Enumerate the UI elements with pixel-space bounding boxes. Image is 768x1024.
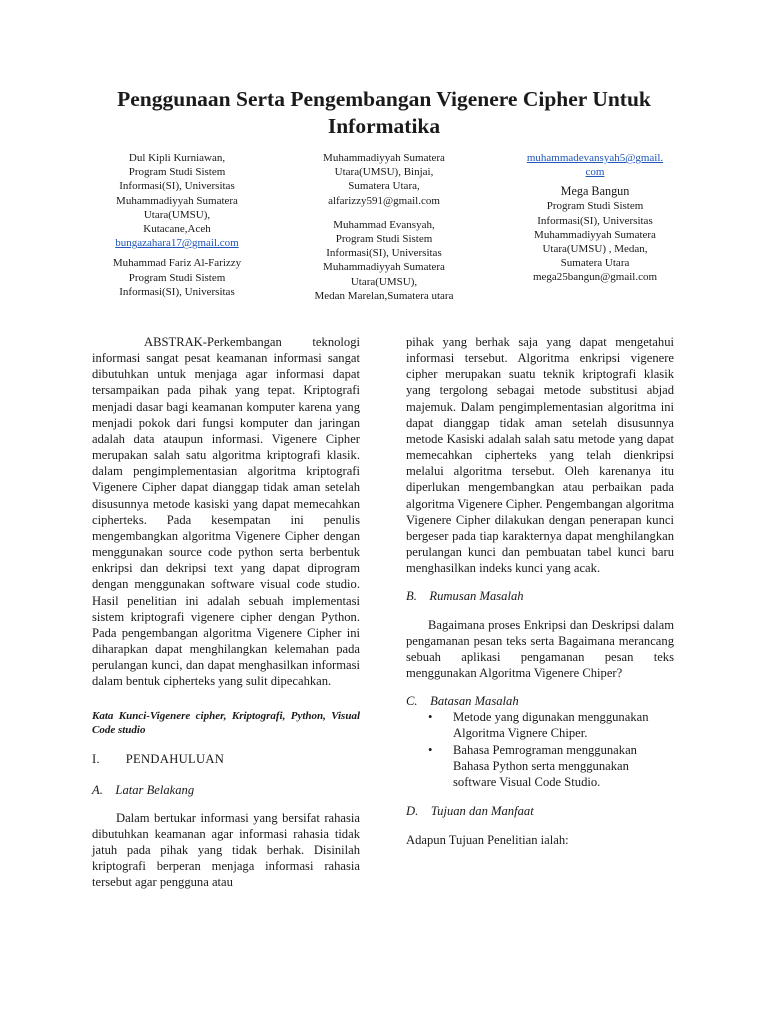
author-line: Program Studi Sistem [546,200,644,213]
subheading-tujuan-manfaat: D. Tujuan dan Manfaat [406,804,534,819]
author-line: Informasi(SI), Universitas [326,247,442,260]
left-column [92,334,360,891]
author-line: Program Studi Sistem [128,271,226,284]
author-email-link-cont[interactable]: com [585,166,605,179]
paper-title: Penggunaan Serta Pengembangan Vigenere Cipher Untuk Informatika [117,87,651,138]
author-email-link[interactable]: muhammadevansyah5@gmail. [526,152,664,164]
author-name: Mega Bangun [560,184,630,199]
latar-belakang-continued: pihak yang berhak saja yang dapat mengetahui informasi tersebut. Algoritma enkripsi vigenere cipher merupakan suatu teknik kriptografi klasik yang tergolong sebagai metode substitusi abjad majemuk. Dalam pengimplementasian algoritma ini dapat dianggap tidak aman setelah disusunnya metode Kasiski adalah salah satu metode yang dapat memecahkan cipherteks yang telah dienkripsi melalui algoritma tersebut. Oleh karenanya itu diperlukan mengembangkan atau perbaikan pada algoritma Vigenere Cipher. Pengembangan algoritma Vigenere Cipher dilakukan dengan penerapan kunci bergeser pada tiap karakternya dapat menghilangkan perulangan kunci dan pembuatan tabel kunci baru menghasilkan indeks kunci yang acak. [406,335,674,576]
author-line: Program Studi Sistem [128,166,226,179]
author-line: Muhammadiyyah Sumatera [323,152,445,164]
author-line: Program Studi Sistem [335,233,433,246]
author-block-2 [290,151,478,303]
author-line: Informasi(SI), Universitas [119,180,235,193]
author-line: Muhammadiyyah Sumatera [323,261,445,274]
author-line: Informasi(SI), Universitas [537,214,653,227]
author-line: Medan Marelan,Sumatera utara [314,289,454,302]
right-column [406,334,674,848]
tujuan-paragraph: Adapun Tujuan Penelitian ialah: [406,833,569,848]
section-heading-pendahuluan: I. PENDAHULUAN [92,752,225,767]
author-line: Dul Kipli Kurniawan, [128,152,226,164]
author-line: Muhammad Evansyah, [333,218,435,231]
list-item: • Bahasa Pemrograman menggunakan Bahasa Python serta menggunakan software Visual Code Studio. [428,742,637,789]
author-line: Muhammadiyyah Sumatera [534,228,656,241]
author-line: Sumatera Utara [560,257,630,270]
author-email-link[interactable]: bungazahara17@gmail.com [115,237,239,250]
author-line: Kutacane,Aceh [143,223,211,236]
author-block-1 [82,151,272,299]
subheading-latar-belakang: A. Latar Belakang [92,782,195,797]
author-line: Utara(UMSU), [143,208,211,221]
bullet-icon: • [428,710,433,725]
author-line: Utara(UMSU), Binjai, [334,166,434,179]
author-line: Informasi(SI), Universitas [119,285,235,298]
list-item: • Metode yang digunakan menggunakan Algoritma Vignere Chiper. [428,710,649,741]
rumusan-paragraph: Bagaimana proses Enkripsi dan Deskripsi dalam pengamanan pesan teks serta Bagaimana merancang sebuah aplikasi pengamanan pesan teks menggunakan Algoritma Vigenere Chiper? [406,617,674,680]
abstract-paragraph: ABSTRAK-Perkembangan teknologi informasi sangat pesat keamanan informasi sangat dibutuhkan untuk menjaga agar informasi dapat tersampaikan pada pihak yang tepat. Kriptografi menjadi dasar bagi keamanan komputer karena yang menjadi pokok dari fungsi komputer dan jaringan adalah data ataupun informasi. Vigenere Cipher merupakan salah satu algoritma kriptografi klasik. dalam pengimplementasian algoritma kriptografi Vigenere Cipher dapat dianggap tidak aman setelah disusunnya metode kasiski yang dapat memecahkan cipherteks. Pada kesempatan ini penulis mengembangkan algoritma Vigenere Cipher dengan menggunakan source code python serta berbentuk enkripsi dan dekripsi text yang dapat diprogram dengan menggunakan software visual code studio. Hasil penelitian ini adalah sebuah implementasi sistem kriptografi vigenere cipher dengan Python. Pada pengembangan algoritma Vigenere Cipher ini diharapkan dapat menghilangkan kelemahan pada perulangan kunci, dan dapat menghasilkan informasi dalam bentuk cipherteks yang sulit dipecahkan. [92,335,360,689]
subheading-rumusan-masalah: B. Rumusan Masalah [406,589,524,604]
author-line: Utara(UMSU) , Medan, [542,243,648,256]
author-line: alfarizzy591@gmail.com [328,194,440,207]
author-block-3 [500,151,690,285]
author-line: Muhammadiyyah Sumatera [116,194,238,207]
author-line: Sumatera Utara, [348,180,420,193]
subheading-batasan-masalah: C. Batasan Masalah [406,694,519,709]
bullet-icon: • [428,742,433,757]
latar-belakang-paragraph: Dalam bertukar informasi yang bersifat rahasia dibutuhkan keamanan agar informasi rahasia tidak jatuh pada pihak yang tidak berhak. Disinilah kriptografi berperan menjaga informasi rahasia tersebut agar pengguna atau [92,810,360,890]
author-line: Muhammad Fariz Al-Farizzy [112,257,242,270]
keywords: Kata Kunci-Vigenere cipher, Kriptografi, Python, Visual Code studio [92,710,360,737]
batasan-list [406,709,674,790]
author-line: mega25bangun@gmail.com [532,271,658,284]
author-line: Utara(UMSU), [350,275,418,288]
